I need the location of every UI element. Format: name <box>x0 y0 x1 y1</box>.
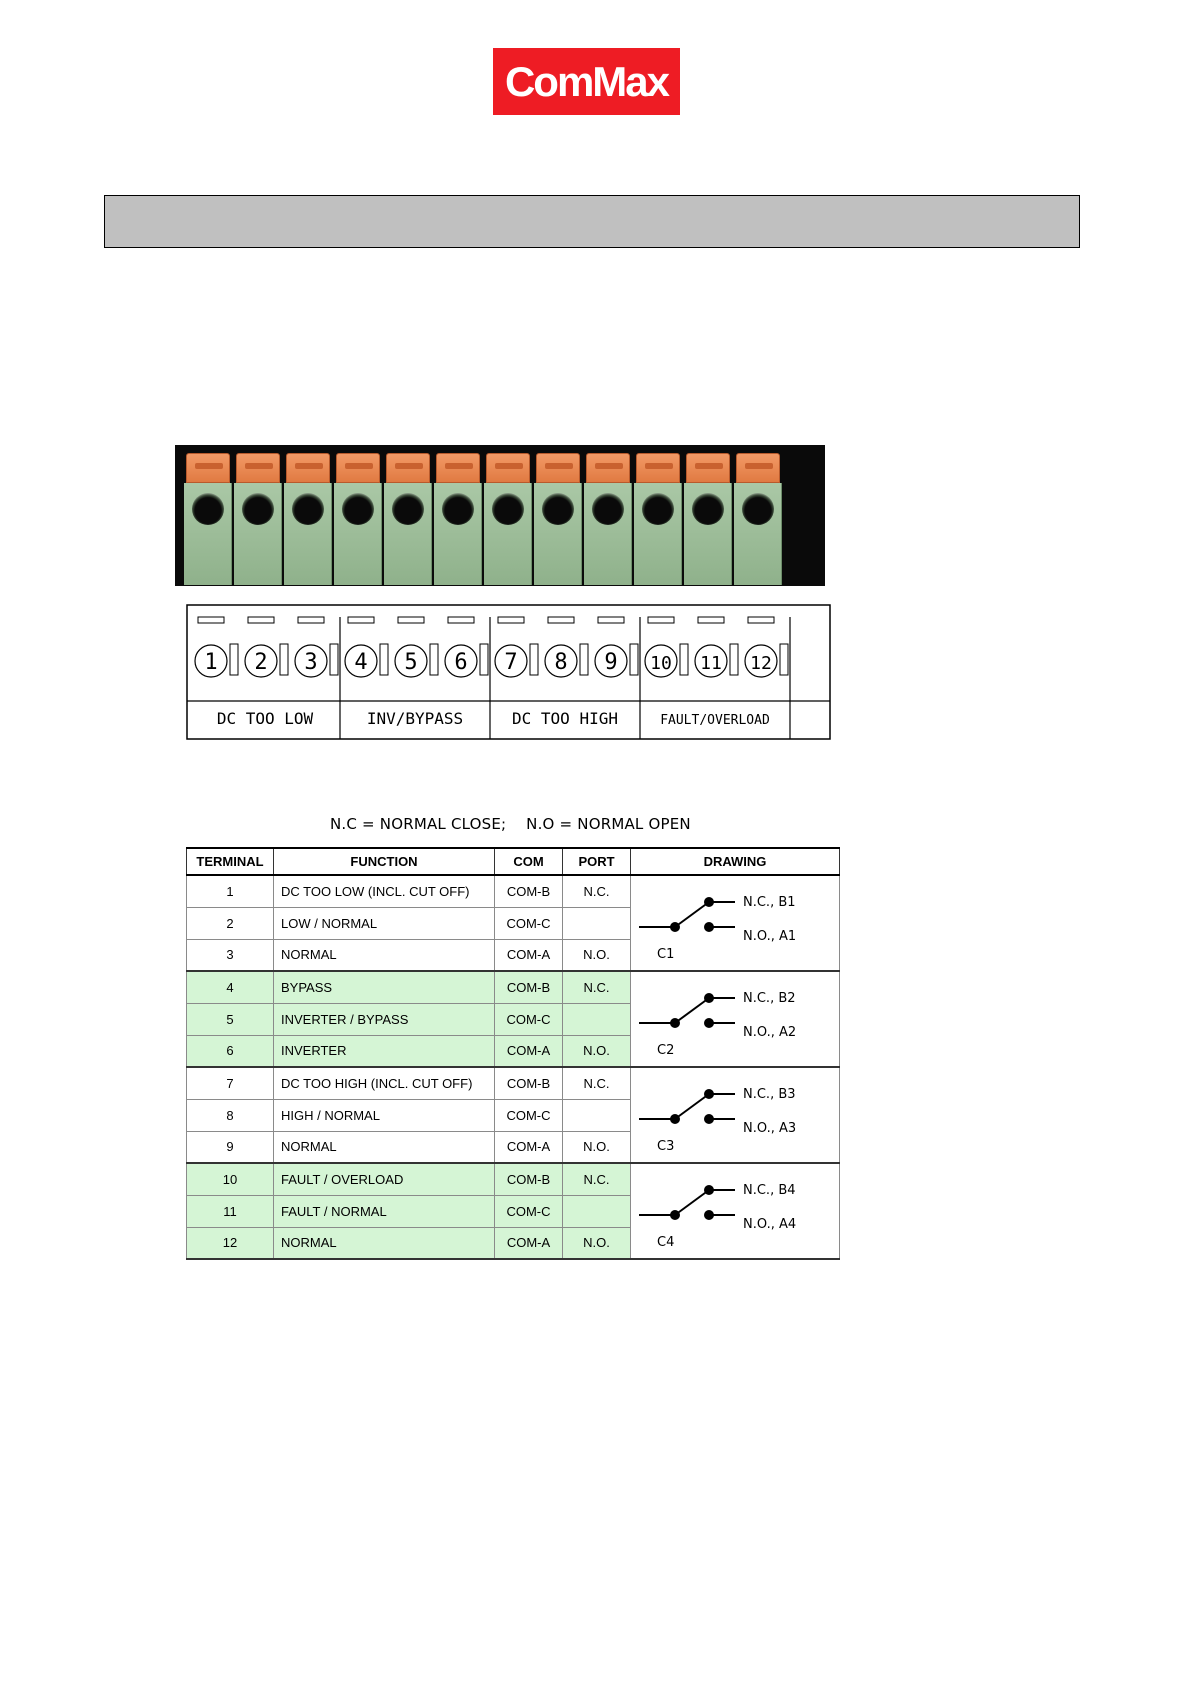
header-function: FUNCTION <box>274 848 495 875</box>
header-drawing: DRAWING <box>631 848 840 875</box>
switch-no-label: N.O., A2 <box>743 1025 797 1040</box>
com-cell: COM-B <box>495 971 563 1003</box>
terminal-separator <box>780 644 788 675</box>
terminal-function-table <box>186 847 840 1260</box>
terminal-hole <box>742 493 774 525</box>
terminal-photo-cell <box>583 453 631 585</box>
terminal-number: 2 <box>254 650 268 675</box>
terminal-number: 6 <box>454 650 468 675</box>
switch-common-label: C3 <box>657 1139 675 1154</box>
terminal-photo-cell <box>633 453 681 585</box>
port-cell: N.O. <box>563 1131 631 1163</box>
port-cell: N.C. <box>563 1163 631 1195</box>
switch-common-label: C4 <box>657 1235 675 1250</box>
function-cell: DC TOO HIGH (INCL. CUT OFF) <box>274 1067 495 1099</box>
com-cell: COM-B <box>495 875 563 907</box>
terminal-number: 7 <box>504 650 518 675</box>
port-cell: N.C. <box>563 971 631 1003</box>
terminal-hole <box>692 493 724 525</box>
terminal-number: 8 <box>554 650 568 675</box>
function-cell: DC TOO LOW (INCL. CUT OFF) <box>274 875 495 907</box>
terminal-slot-marker <box>698 617 724 623</box>
terminal-photo-cell <box>733 453 781 585</box>
table-header-row <box>187 848 840 875</box>
terminal-hole <box>592 493 624 525</box>
switch-drawing-cell <box>631 1163 840 1259</box>
terminal-number-cell: 2 <box>187 907 274 939</box>
com-cell: COM-A <box>495 1227 563 1259</box>
terminal-block-photo <box>175 445 825 586</box>
function-cell: INVERTER <box>274 1035 495 1067</box>
table-row <box>187 875 840 907</box>
com-cell: COM-A <box>495 1131 563 1163</box>
header-terminal: TERMINAL <box>187 848 274 875</box>
relay-switch-diagram <box>631 1164 838 1258</box>
terminal-number-cell: 1 <box>187 875 274 907</box>
terminal-number: 4 <box>354 650 368 675</box>
terminal-slot-marker <box>348 617 374 623</box>
section-title-bar <box>104 195 1080 248</box>
terminal-separator <box>730 644 738 675</box>
terminal-slot-marker <box>548 617 574 623</box>
switch-drawing-cell <box>631 971 840 1067</box>
terminal-slot-marker <box>298 617 324 623</box>
terminal-photo-cell <box>183 453 231 585</box>
terminal-separator <box>230 644 238 675</box>
terminal-photo-cell <box>533 453 581 585</box>
terminal-separator <box>380 644 388 675</box>
terminal-separator <box>330 644 338 675</box>
terminal-photo-cell <box>233 453 281 585</box>
com-cell: COM-C <box>495 1003 563 1035</box>
terminal-hole <box>542 493 574 525</box>
function-cell: FAULT / OVERLOAD <box>274 1163 495 1195</box>
terminal-separator <box>480 644 488 675</box>
com-cell: COM-C <box>495 1099 563 1131</box>
terminal-group-label: INV/BYPASS <box>366 709 464 728</box>
table-row <box>187 1067 840 1099</box>
function-cell: INVERTER / BYPASS <box>274 1003 495 1035</box>
header-com: COM <box>495 848 563 875</box>
terminal-slot-marker <box>648 617 674 623</box>
switch-nc-label: N.C., B1 <box>743 895 796 910</box>
switch-drawing-cell <box>631 875 840 971</box>
port-cell: N.C. <box>563 875 631 907</box>
terminal-slot-marker <box>198 617 224 623</box>
terminal-hole <box>442 493 474 525</box>
switch-no-label: N.O., A4 <box>743 1217 797 1232</box>
switch-common-label: C2 <box>657 1043 675 1058</box>
terminal-hole <box>192 493 224 525</box>
relay-switch-diagram <box>631 972 838 1066</box>
terminal-separator <box>580 644 588 675</box>
com-cell: COM-C <box>495 907 563 939</box>
function-cell: HIGH / NORMAL <box>274 1099 495 1131</box>
terminal-group-label: FAULT/OVERLOAD <box>660 713 770 728</box>
switch-common-label: C1 <box>657 947 675 962</box>
terminal-number-cell: 11 <box>187 1195 274 1227</box>
terminal-number-cell: 9 <box>187 1131 274 1163</box>
function-cell: NORMAL <box>274 939 495 971</box>
port-cell <box>563 907 631 939</box>
terminal-photo-cell <box>333 453 381 585</box>
switch-no-label: N.O., A3 <box>743 1121 797 1136</box>
terminal-hole <box>342 493 374 525</box>
terminal-number: 9 <box>604 650 618 675</box>
table-row <box>187 971 840 1003</box>
terminal-number-cell: 7 <box>187 1067 274 1099</box>
port-cell: N.O. <box>563 1227 631 1259</box>
com-cell: COM-B <box>495 1067 563 1099</box>
terminal-block-drawing <box>186 604 831 740</box>
com-cell: COM-A <box>495 939 563 971</box>
legend-caption: N.C = NORMAL CLOSE; N.O = NORMAL OPEN <box>330 815 691 833</box>
com-cell: COM-B <box>495 1163 563 1195</box>
switch-nc-label: N.C., B2 <box>743 991 796 1006</box>
logo-text: ComMax <box>504 57 669 105</box>
switch-nc-label: N.C., B4 <box>743 1183 796 1198</box>
terminal-hole <box>242 493 274 525</box>
function-cell: BYPASS <box>274 971 495 1003</box>
function-cell: LOW / NORMAL <box>274 907 495 939</box>
terminal-separator <box>630 644 638 675</box>
port-cell <box>563 1195 631 1227</box>
function-cell: FAULT / NORMAL <box>274 1195 495 1227</box>
port-cell: N.O. <box>563 939 631 971</box>
terminal-photo-cell <box>283 453 331 585</box>
switch-no-label: N.O., A1 <box>743 929 797 944</box>
switch-drawing-cell <box>631 1067 840 1163</box>
port-cell <box>563 1099 631 1131</box>
terminal-number: 11 <box>700 653 722 674</box>
terminal-hole <box>492 493 524 525</box>
header-port: PORT <box>563 848 631 875</box>
terminal-slot-marker <box>498 617 524 623</box>
terminal-hole <box>392 493 424 525</box>
terminal-number-cell: 12 <box>187 1227 274 1259</box>
terminal-separator <box>430 644 438 675</box>
relay-switch-diagram <box>631 1068 838 1162</box>
switch-nc-label: N.C., B3 <box>743 1087 796 1102</box>
terminal-group-label: DC TOO LOW <box>216 709 314 728</box>
port-cell: N.O. <box>563 1035 631 1067</box>
terminal-separator <box>280 644 288 675</box>
table-row <box>187 1163 840 1195</box>
terminal-number: 10 <box>650 653 672 674</box>
terminal-photo-cell <box>433 453 481 585</box>
terminal-number: 12 <box>750 653 772 674</box>
terminal-photo-cell <box>683 453 731 585</box>
terminal-number-cell: 5 <box>187 1003 274 1035</box>
terminal-slot-marker <box>398 617 424 623</box>
terminal-slot-marker <box>448 617 474 623</box>
terminal-number: 1 <box>204 650 218 675</box>
terminal-number-cell: 6 <box>187 1035 274 1067</box>
relay-switch-diagram <box>631 876 838 970</box>
function-cell: NORMAL <box>274 1131 495 1163</box>
port-cell <box>563 1003 631 1035</box>
terminal-separator <box>530 644 538 675</box>
terminal-number-cell: 3 <box>187 939 274 971</box>
terminal-number-cell: 4 <box>187 971 274 1003</box>
terminal-slot-marker <box>748 617 774 623</box>
terminal-slot-marker <box>248 617 274 623</box>
terminal-slot-marker <box>598 617 624 623</box>
terminal-hole <box>642 493 674 525</box>
terminal-number-cell: 8 <box>187 1099 274 1131</box>
port-cell: N.C. <box>563 1067 631 1099</box>
terminal-photo-cell <box>383 453 431 585</box>
terminal-number-cell: 10 <box>187 1163 274 1195</box>
commax-logo <box>493 48 680 115</box>
com-cell: COM-C <box>495 1195 563 1227</box>
com-cell: COM-A <box>495 1035 563 1067</box>
terminal-group-label: DC TOO HIGH <box>512 709 618 728</box>
function-cell: NORMAL <box>274 1227 495 1259</box>
terminal-separator <box>680 644 688 675</box>
terminal-number: 3 <box>304 650 318 675</box>
terminal-hole <box>292 493 324 525</box>
terminal-number: 5 <box>404 650 418 675</box>
terminal-photo-cell <box>483 453 531 585</box>
